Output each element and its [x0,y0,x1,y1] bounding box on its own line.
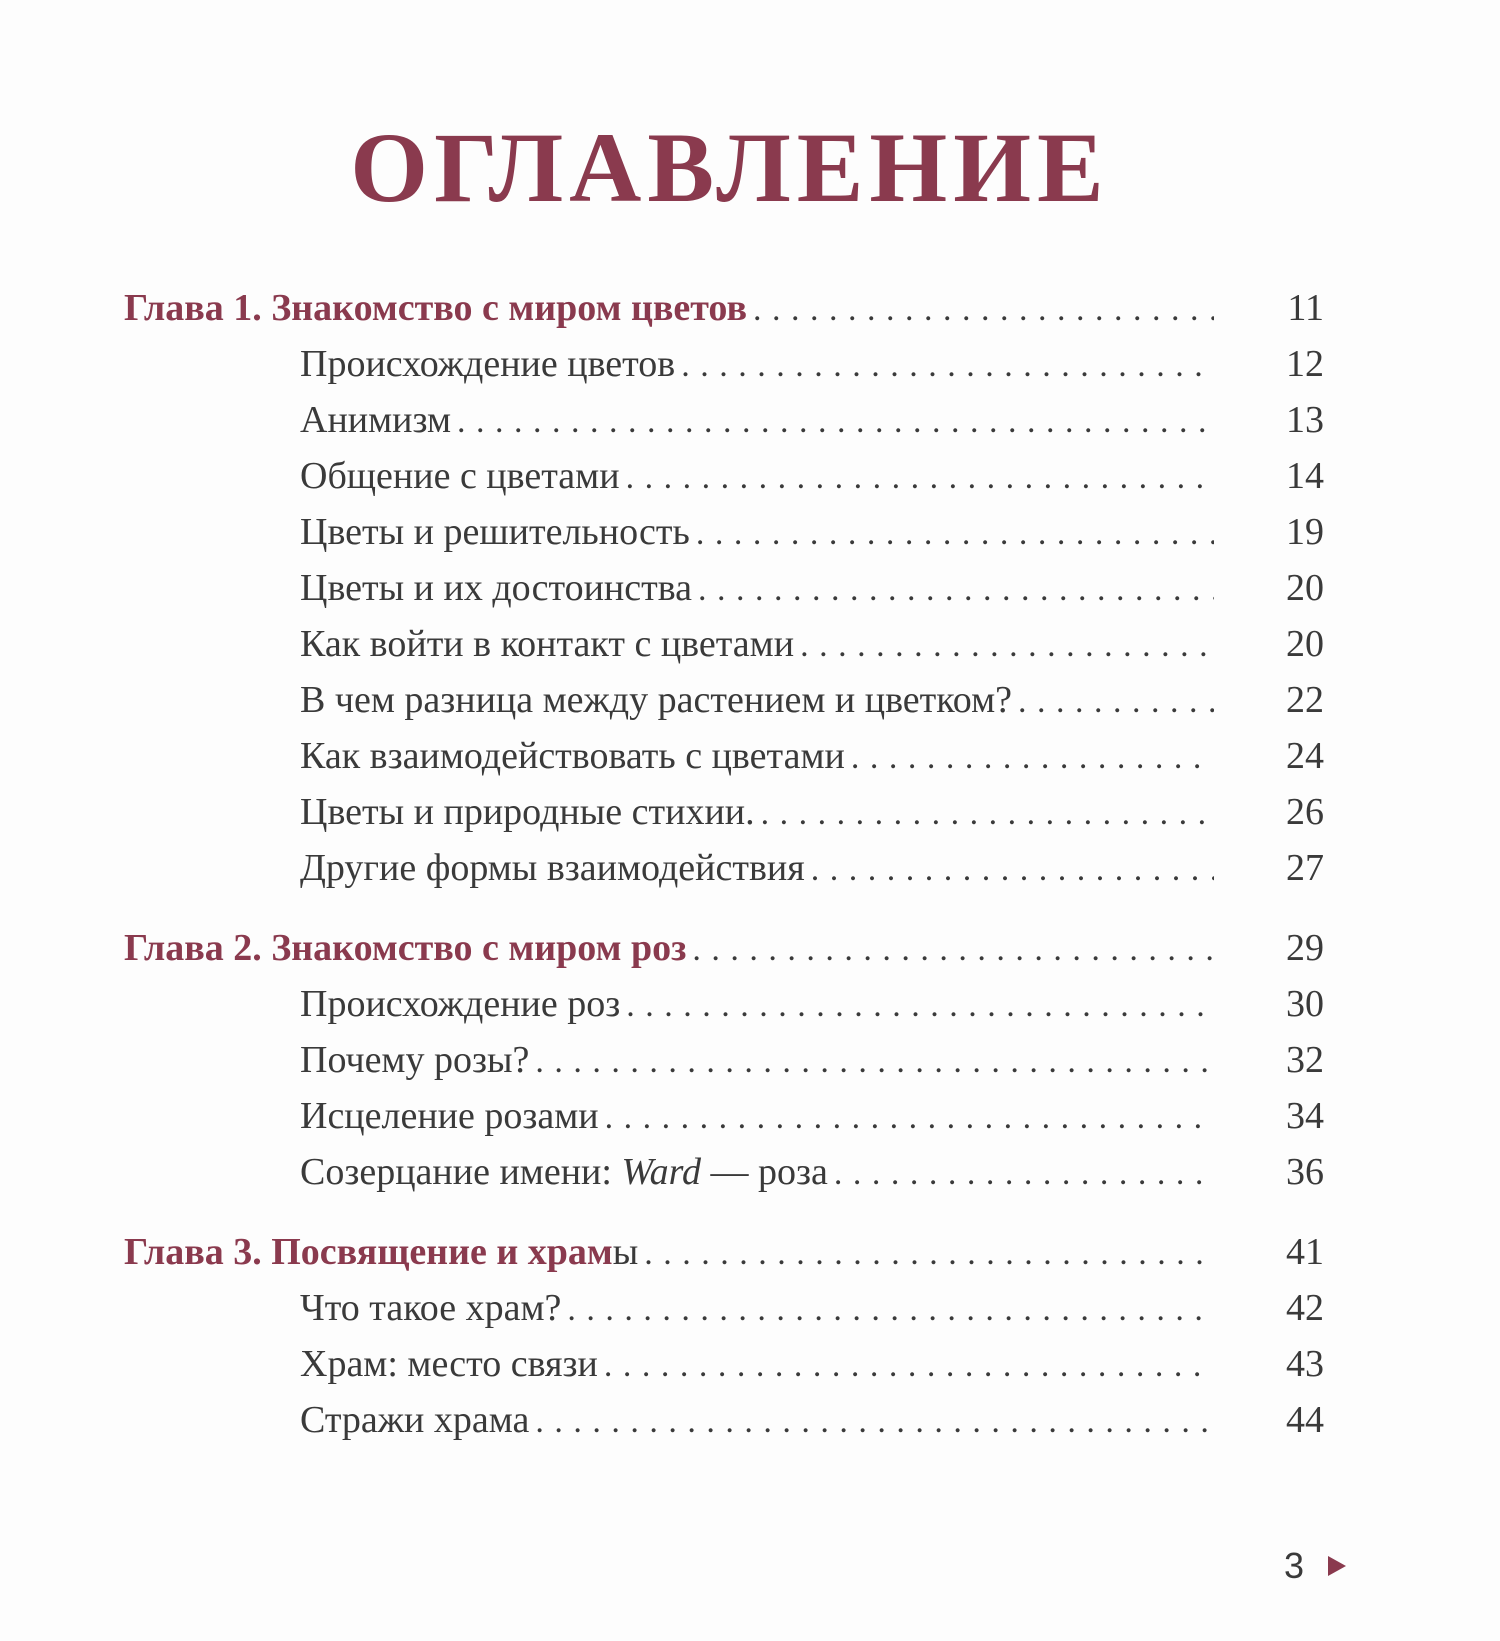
toc-entry[interactable] [124,448,1324,504]
page-number: 32 [1286,1039,1324,1081]
dot-leader [457,394,1214,450]
entry-title: Происхождение цветов [300,343,676,385]
toc-entry[interactable] [124,1032,1324,1088]
page-number: 44 [1286,1399,1324,1441]
toc-entry[interactable] [124,1336,1324,1392]
entry-title: Происхождение роз [300,983,621,1025]
page-number: 43 [1286,1343,1324,1385]
toc-entry[interactable] [124,560,1324,616]
entry-title: Как взаимодействовать с цветами [300,735,845,777]
page-number: 30 [1286,983,1324,1025]
page-number: 14 [1286,455,1324,497]
dot-leader [800,618,1214,674]
toc-entry[interactable] [124,336,1324,392]
triangle-right-icon[interactable] [1328,1556,1346,1576]
entry-title: Как войти в контакт с цветами [300,623,795,665]
toc-entry[interactable] [124,784,1324,840]
page-number: 27 [1286,847,1324,889]
page-footer [1284,1545,1346,1587]
dot-leader [681,338,1214,394]
dot-leader [851,730,1214,786]
dot-leader [644,1226,1214,1282]
dot-leader [626,450,1214,506]
entry-title: Созерцание имени: Ward — роза [300,1151,828,1193]
entry-title: В чем разница между растением и цветком? [300,679,1012,721]
page-number: 29 [1286,927,1324,969]
table-of-contents [124,280,1324,1472]
page-number: 26 [1286,791,1324,833]
entry-title: Почему розы? [300,1039,530,1081]
chapter-3 [124,1224,1324,1448]
page-number: 42 [1286,1287,1324,1329]
dot-leader [761,786,1214,842]
dot-leader [535,1394,1214,1450]
chapter-heading: Глава 1. Знакомство с миром цветов [124,287,747,329]
chapter-heading-row[interactable] [124,1224,1324,1280]
chapter-heading-row[interactable] [124,280,1324,336]
dot-leader [604,1338,1214,1394]
page-number: 12 [1286,343,1324,385]
page-number: 20 [1286,567,1324,609]
dot-leader [753,282,1214,338]
entry-title: Стражи храма [300,1399,530,1441]
dot-leader [698,562,1214,618]
entry-title: Общение с цветами [300,455,620,497]
toc-entry[interactable] [124,504,1324,560]
dot-leader [834,1146,1214,1202]
page-number: 13 [1286,399,1324,441]
chapter-heading-row[interactable] [124,920,1324,976]
toc-entry[interactable] [124,840,1324,896]
page-number: 36 [1286,1151,1324,1193]
toc-entry[interactable] [124,1280,1324,1336]
dot-leader [535,1034,1214,1090]
chapter-2 [124,920,1324,1200]
page-number: 22 [1286,679,1324,721]
chapter-heading: Глава 2. Знакомство с миром роз [124,927,687,969]
page-title: ОГЛАВЛЕНИЕ [350,112,1110,223]
toc-entry[interactable] [124,1088,1324,1144]
page-number: 24 [1286,735,1324,777]
dot-leader [696,506,1214,562]
toc-entry[interactable] [124,976,1324,1032]
toc-entry[interactable] [124,1144,1324,1200]
dot-leader [692,922,1214,978]
toc-entry[interactable] [124,672,1324,728]
entry-title: Цветы и их достоинства [300,567,693,609]
dot-leader [811,842,1214,898]
entry-title: Храм: место связи [300,1343,598,1385]
entry-title: Что такое храм? [300,1287,562,1329]
page-number: 11 [1287,287,1324,329]
entry-title: Цветы и природные стихии. [300,791,755,833]
entry-title: Исцеление розами [300,1095,599,1137]
dot-leader [1018,674,1214,730]
toc-entry[interactable] [124,1392,1324,1448]
toc-entry[interactable] [124,616,1324,672]
page-number: 20 [1286,623,1324,665]
entry-title-italic: Ward [621,1151,701,1193]
page-number: 34 [1286,1095,1324,1137]
dot-leader [567,1282,1214,1338]
dot-leader [605,1090,1214,1146]
page-number: 41 [1286,1231,1324,1273]
toc-entry[interactable] [124,728,1324,784]
footer-page-number: 3 [1283,1545,1304,1586]
chapter-1 [124,280,1324,896]
entry-title: Цветы и решительность [300,511,690,553]
entry-title: Другие формы взаимодействия [300,847,805,889]
dot-leader [626,978,1214,1034]
chapter-heading: Глава 3. Посвящение и храмы [124,1231,639,1273]
page-number: 19 [1286,511,1324,553]
entry-title: Анимизм [300,399,452,441]
toc-entry[interactable] [124,392,1324,448]
